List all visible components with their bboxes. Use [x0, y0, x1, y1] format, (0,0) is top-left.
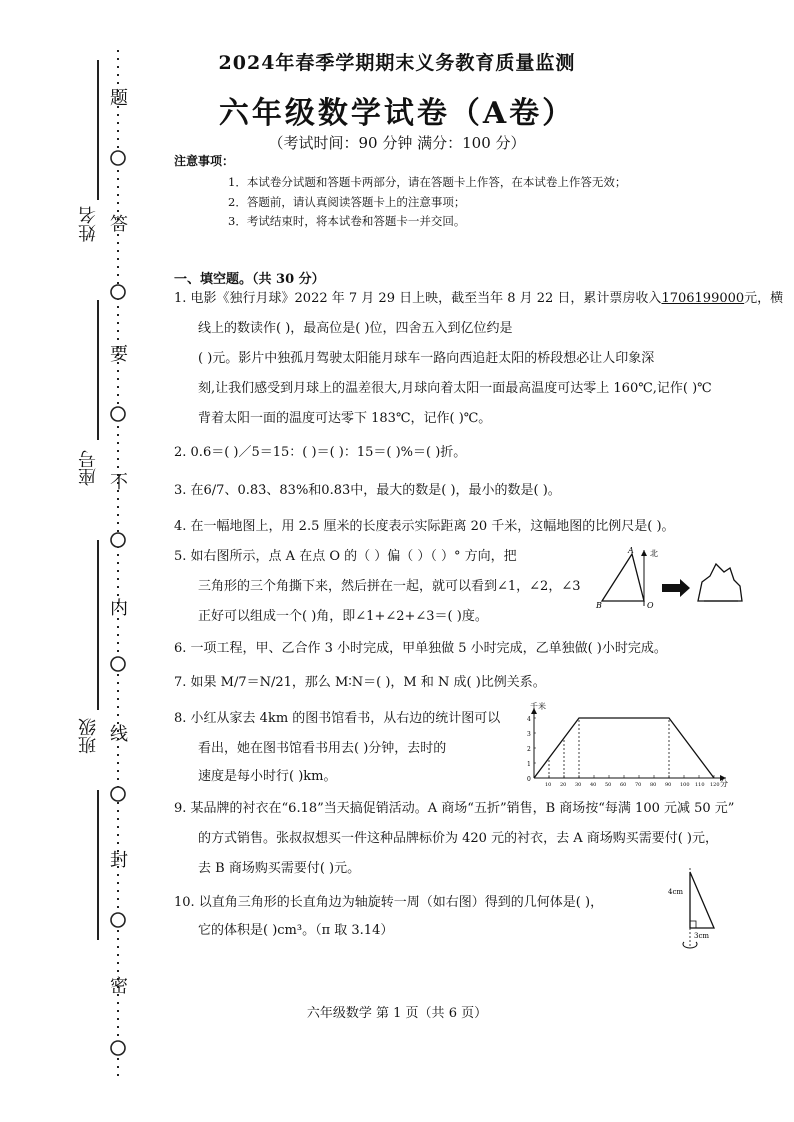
x-tick-label: 50: [605, 782, 612, 788]
seal-char: 答: [110, 214, 128, 235]
extra-blank: [97, 790, 99, 940]
box-office-number: 1706199000: [661, 291, 745, 306]
seal-circles: [108, 50, 128, 1080]
question-text: 正好可以组成一个( )角，即∠1+∠2+∠3＝( )度。: [198, 609, 488, 624]
y-tick-label: 4: [527, 716, 531, 723]
question-text: 元，横: [744, 291, 784, 306]
section-title: 一、填空题。（共 30 分）: [174, 272, 325, 287]
y-tick-label: 0: [527, 776, 531, 783]
arrow-icon: [662, 579, 690, 597]
question-text: ( )元。影片中独孤月驾驶太阳能月球车一路向西追赶太阳的桥段想必让人印象深: [198, 351, 655, 366]
seal-char: 题: [110, 88, 128, 109]
y-tick-label: 1: [527, 761, 531, 768]
question-4: 4. 在一幅地图上，用 2.5 厘米的长度表示实际距离 20 千米，这幅地图的比例尺是( )。: [174, 519, 675, 534]
exam-time: （考试时间：90 分钟 满分：100 分）: [268, 134, 526, 152]
seal-char: 线: [110, 724, 128, 745]
right-triangle-figure: [662, 866, 722, 956]
question-text: 去 B 商场购买需要付( )元。: [198, 861, 361, 876]
x-tick-label: 60: [620, 782, 627, 788]
page-footer: 六年级数学 第 1 页（共 6 页）: [306, 1006, 488, 1021]
seal-char: 不: [110, 472, 128, 493]
x-tick-label: 80: [650, 782, 657, 788]
note-item: 2．答题前，请认真阅读答题卡上的注意事项；: [228, 195, 466, 209]
x-tick-label: 40: [590, 782, 597, 788]
base-label: 3cm: [694, 932, 710, 940]
y-tick-label: 2: [527, 746, 531, 753]
x-tick-label: 70: [635, 782, 642, 788]
x-tick-label: 20: [560, 782, 567, 788]
question-text: 背着太阳一面的温度可达零下 183℃，记作( )℃。: [198, 411, 492, 426]
question-2: 2. 0.6＝( )／5＝15：( )＝( )：15＝( )%＝( )折。: [174, 445, 467, 460]
exam-header: 2024年春季学期期末义务教育质量监测: [218, 52, 576, 74]
north-label: 北: [650, 549, 658, 558]
seal-char: 要: [110, 344, 128, 365]
question-1-line: [174, 290, 783, 308]
y-axis-label: 千米: [530, 702, 546, 711]
note-item: 1．本试卷分试题和答题卡两部分，请在答题卡上作答，在本试卷上作答无效；: [228, 175, 627, 189]
x-tick-label: 10: [545, 782, 552, 788]
y-tick-label: 3: [527, 731, 531, 738]
seal-char: 封: [110, 850, 128, 871]
class-blank[interactable]: [97, 540, 99, 710]
height-label: 4cm: [668, 888, 684, 896]
x-tick-label: 100: [680, 782, 690, 788]
question-text: 看出，她在图书馆看书用去( )分钟，去时的: [198, 741, 447, 756]
seal-char: 内: [110, 598, 128, 619]
x-tick-label: 30: [575, 782, 582, 788]
question-text: 刻,让我们感受到月球上的温差很大,月球向着太阳一面最高温度可达零上 160℃,记作( )℃: [198, 381, 712, 396]
question-8: 8. 小红从家去 4km 的图书馆看书，从右边的统计图可以: [174, 711, 501, 726]
question-5: 5. 如右图所示，点 A 在点 O 的（ ）偏（ ）（ ）° 方向，把: [174, 549, 517, 564]
question-9: 9. 某品牌的衬衣在“6.18”当天搞促销活动。A 商场“五折”销售，B 商场按“每满 100 元减 50 元”: [174, 801, 735, 816]
point-a-label: A: [628, 546, 634, 555]
question-text: 线上的数读作( )，最高位是( )位，四舍五入到亿位约是: [198, 321, 513, 336]
distance-time-chart: [520, 700, 734, 792]
x-tick-label: 120: [710, 782, 720, 788]
question-3: 3. 在6/7、0.8̇3̇、83%和0.83̇中，最大的数是( )，最小的数是( )。: [174, 483, 561, 498]
question-text: 速度是每小时行( )km。: [198, 769, 337, 784]
question-7: 7. 如果 M/7＝N/21，那么 M∶N＝( )，M 和 N 成( )比例关系。: [174, 675, 546, 690]
notes-title: 注意事项：: [174, 154, 235, 168]
question-6: 6. 一项工程，甲、乙合作 3 小时完成，甲单独做 5 小时完成，乙单独做( )小时完成。: [174, 641, 667, 656]
exam-title: 六年级数学试卷（A卷）: [218, 96, 576, 131]
seat-label: 座号: [78, 450, 99, 486]
x-axis-label: 分: [720, 779, 728, 788]
question-text: 它的体积是( )cm³。（π 取 3.14）: [198, 923, 394, 938]
seal-char: 密: [110, 976, 128, 997]
question-text: 1. 电影《独行月球》2022 年 7 月 29 日上映，截至当年 8 月 22 日，累计票房收入: [174, 291, 662, 306]
class-label: 班级: [78, 718, 99, 754]
x-tick-label: 110: [695, 782, 705, 788]
series-line: [534, 718, 714, 778]
point-o-label: O: [647, 601, 654, 610]
seat-blank[interactable]: [97, 300, 99, 440]
question-text: 三角形的三个角撕下来，然后拼在一起，就可以看到∠1，∠2，∠3: [198, 579, 581, 594]
question-text: 的方式销售。张叔叔想买一件这种品牌标价为 420 元的衬衣，去 A 商场购买需要付( )元，: [198, 831, 719, 846]
x-tick-label: 90: [665, 782, 672, 788]
point-b-label: B: [596, 601, 602, 610]
note-item: 3．考试结束时，将本试卷和答题卡一并交回。: [228, 214, 466, 228]
triangle-figure: [592, 546, 752, 612]
name-label: 姓名: [78, 206, 99, 242]
question-10: 10. 以直角三角形的长直角边为轴旋转一周（如右图）得到的几何体是( )，: [174, 895, 604, 910]
